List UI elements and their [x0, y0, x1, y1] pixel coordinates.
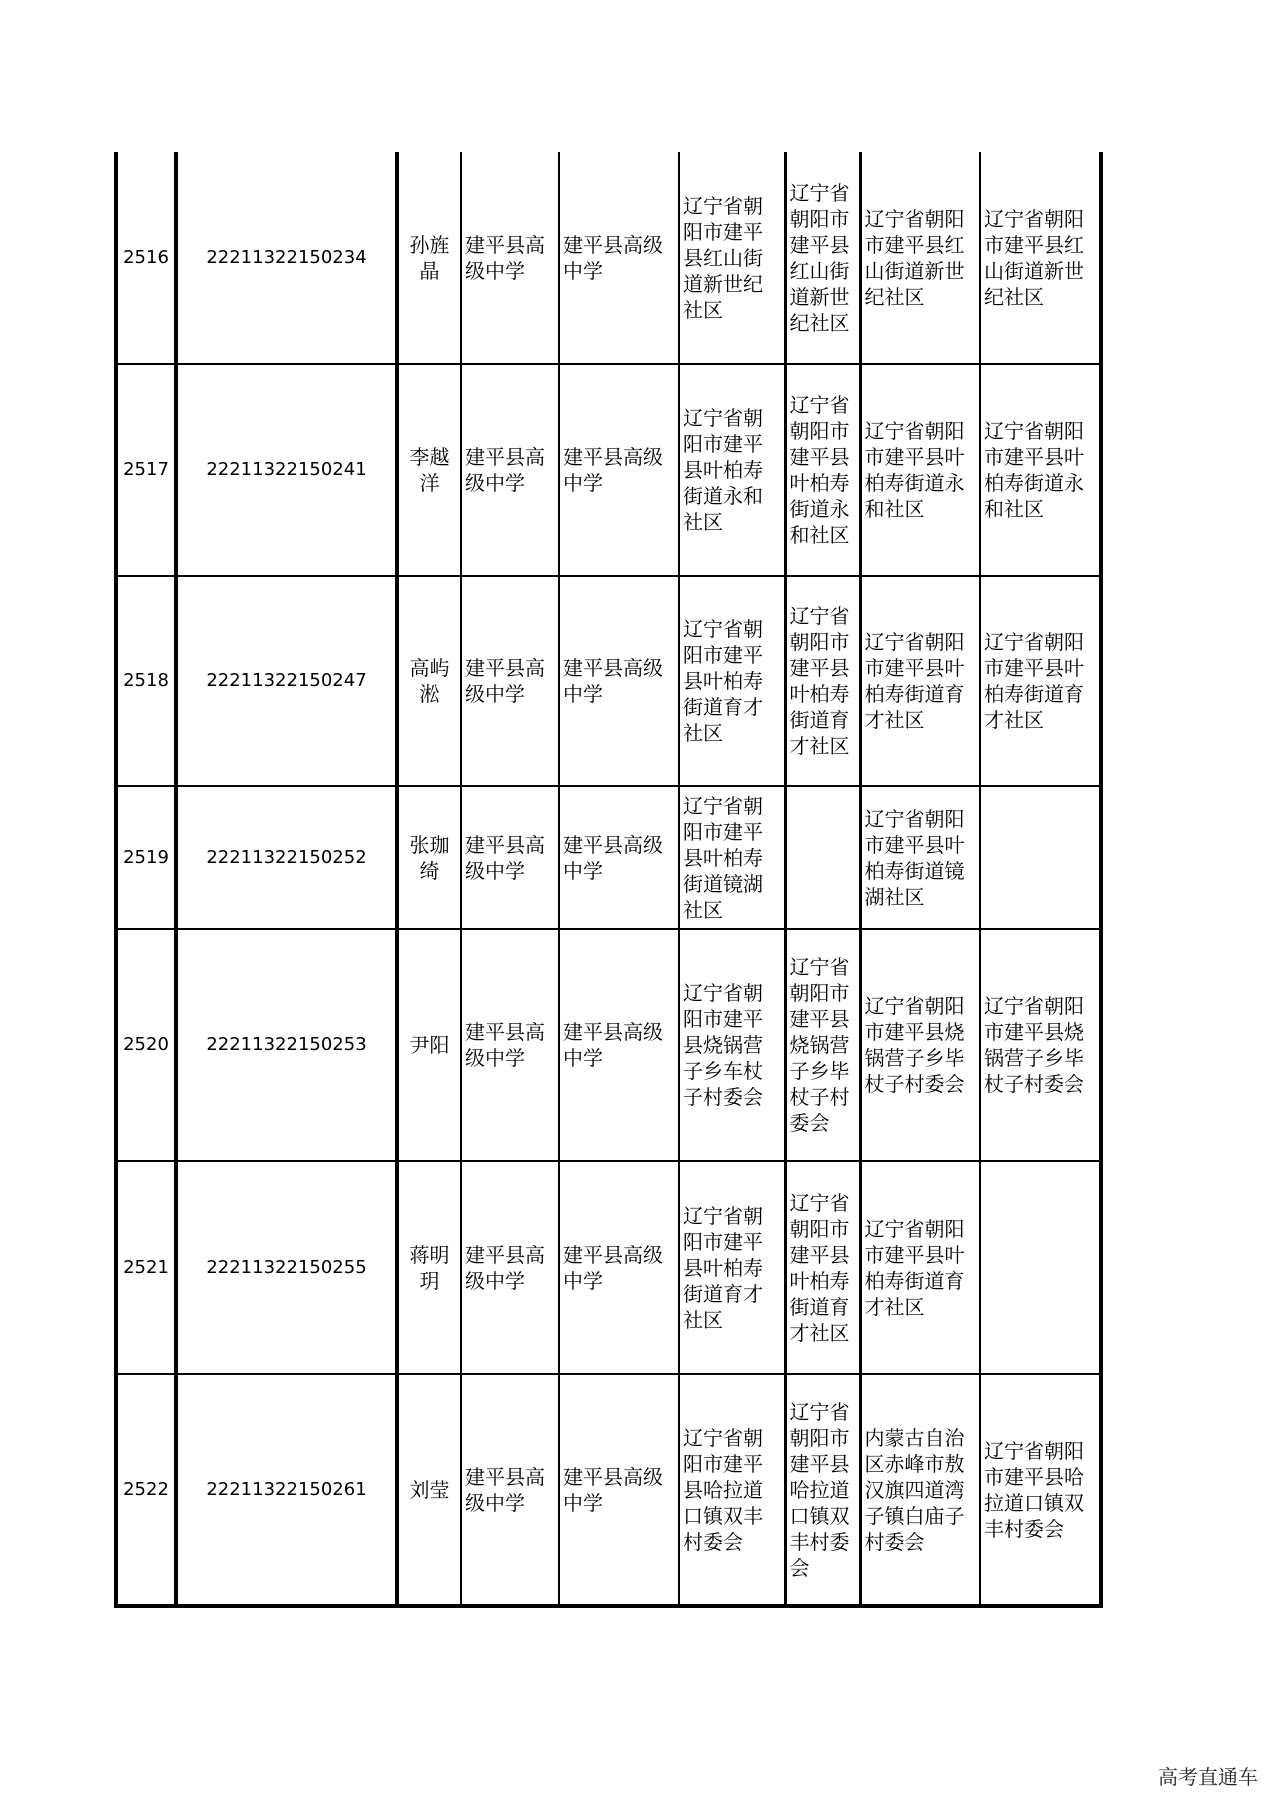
exam-code: 22211322150247	[176, 576, 397, 786]
table-row	[116, 786, 1101, 929]
student-name: 李越洋	[397, 364, 461, 576]
address-3: 辽宁省朝阳市建平县叶柏寿街道育才社区	[860, 576, 980, 786]
address-2	[785, 786, 860, 929]
school-name-2: 建平县高级中学	[559, 1161, 679, 1374]
address-4	[980, 786, 1101, 929]
school-name: 建平县高级中学	[461, 786, 559, 929]
school-name-2: 建平县高级中学	[559, 786, 679, 929]
school-name-2: 建平县高级中学	[559, 364, 679, 576]
exam-code: 22211322150255	[176, 1161, 397, 1374]
address-2: 辽宁省朝阳市建平县烧锅营子乡毕杖子村委会	[785, 929, 860, 1161]
table-row	[116, 576, 1101, 786]
address-1: 辽宁省朝阳市建平县红山街道新世纪社区	[679, 152, 785, 364]
student-roster-table	[114, 152, 1103, 1608]
address-1: 辽宁省朝阳市建平县叶柏寿街道永和社区	[679, 364, 785, 576]
table-row	[116, 1161, 1101, 1374]
school-name: 建平县高级中学	[461, 929, 559, 1161]
student-name: 高屿淞	[397, 576, 461, 786]
exam-code: 22211322150252	[176, 786, 397, 929]
address-3: 内蒙古自治区赤峰市敖汉旗四道湾子镇白庙子村委会	[860, 1374, 980, 1606]
exam-code: 22211322150253	[176, 929, 397, 1161]
address-3: 辽宁省朝阳市建平县叶柏寿街道育才社区	[860, 1161, 980, 1374]
school-name-2: 建平县高级中学	[559, 929, 679, 1161]
exam-code: 22211322150241	[176, 364, 397, 576]
row-number: 2522	[116, 1374, 176, 1606]
student-name: 蒋明玥	[397, 1161, 461, 1374]
table-row	[116, 364, 1101, 576]
school-name: 建平县高级中学	[461, 576, 559, 786]
address-1: 辽宁省朝阳市建平县烧锅营子乡车杖子村委会	[679, 929, 785, 1161]
school-name-2: 建平县高级中学	[559, 152, 679, 364]
school-name: 建平县高级中学	[461, 364, 559, 576]
watermark-label: 高考直通车	[1158, 1765, 1258, 1789]
address-1: 辽宁省朝阳市建平县哈拉道口镇双丰村委会	[679, 1374, 785, 1606]
address-2: 辽宁省朝阳市建平县叶柏寿街道育才社区	[785, 576, 860, 786]
address-3: 辽宁省朝阳市建平县烧锅营子乡毕杖子村委会	[860, 929, 980, 1161]
address-2: 辽宁省朝阳市建平县叶柏寿街道永和社区	[785, 364, 860, 576]
school-name-2: 建平县高级中学	[559, 1374, 679, 1606]
student-name: 尹阳	[397, 929, 461, 1161]
student-name: 孙旌晶	[397, 152, 461, 364]
table-row	[116, 929, 1101, 1161]
table-row	[116, 1374, 1101, 1606]
address-1: 辽宁省朝阳市建平县叶柏寿街道镜湖社区	[679, 786, 785, 929]
school-name-2: 建平县高级中学	[559, 576, 679, 786]
address-4	[980, 1161, 1101, 1374]
school-name: 建平县高级中学	[461, 1161, 559, 1374]
row-number: 2516	[116, 152, 176, 364]
exam-code: 22211322150234	[176, 152, 397, 364]
address-4: 辽宁省朝阳市建平县红山街道新世纪社区	[980, 152, 1101, 364]
address-3: 辽宁省朝阳市建平县红山街道新世纪社区	[860, 152, 980, 364]
exam-code: 22211322150261	[176, 1374, 397, 1606]
address-2: 辽宁省朝阳市建平县叶柏寿街道育才社区	[785, 1161, 860, 1374]
address-4: 辽宁省朝阳市建平县叶柏寿街道永和社区	[980, 364, 1101, 576]
address-2: 辽宁省朝阳市建平县哈拉道口镇双丰村委会	[785, 1374, 860, 1606]
address-1: 辽宁省朝阳市建平县叶柏寿街道育才社区	[679, 576, 785, 786]
row-number: 2517	[116, 364, 176, 576]
row-number: 2521	[116, 1161, 176, 1374]
address-4: 辽宁省朝阳市建平县叶柏寿街道育才社区	[980, 576, 1101, 786]
address-3: 辽宁省朝阳市建平县叶柏寿街道镜湖社区	[860, 786, 980, 929]
school-name: 建平县高级中学	[461, 1374, 559, 1606]
student-name: 张珈绮	[397, 786, 461, 929]
row-number: 2519	[116, 786, 176, 929]
student-name: 刘莹	[397, 1374, 461, 1606]
address-3: 辽宁省朝阳市建平县叶柏寿街道永和社区	[860, 364, 980, 576]
school-name: 建平县高级中学	[461, 152, 559, 364]
address-1: 辽宁省朝阳市建平县叶柏寿街道育才社区	[679, 1161, 785, 1374]
row-number: 2520	[116, 929, 176, 1161]
address-4: 辽宁省朝阳市建平县烧锅营子乡毕杖子村委会	[980, 929, 1101, 1161]
address-4: 辽宁省朝阳市建平县哈拉道口镇双丰村委会	[980, 1374, 1101, 1606]
row-number: 2518	[116, 576, 176, 786]
address-2: 辽宁省朝阳市建平县红山街道新世纪社区	[785, 152, 860, 364]
table-row	[116, 152, 1101, 364]
